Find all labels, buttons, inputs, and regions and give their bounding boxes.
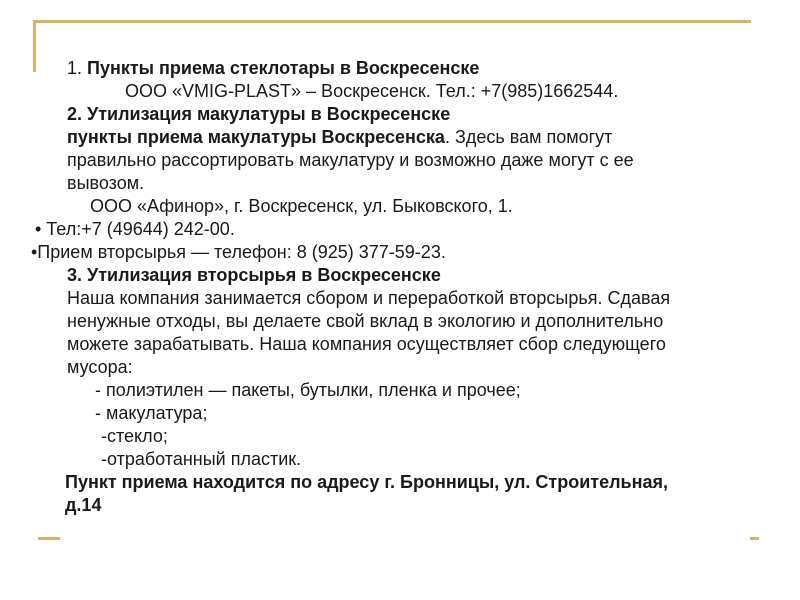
text-line [31,172,791,195]
text-line [31,379,791,402]
bottom-left-accent-dash [38,537,60,540]
text-line [31,218,791,241]
text-segment: Наша компания занимается сбором и переработкой вторсырья. Сдавая [67,288,671,308]
text-line [31,310,791,333]
text-segment: - макулатура; [95,403,208,423]
text-segment: вывозом. [67,173,145,193]
text-line [31,448,791,471]
text-segment: 3. Утилизация вторсырья в Воскресенске [67,265,441,285]
text-line [31,287,791,310]
text-line [31,241,791,264]
bottom-right-accent-dash [750,537,759,540]
text-segment: Пункты приема стеклотары в Воскресенске [87,58,480,78]
slide-text-block [31,57,791,517]
text-segment: можете зарабатывать. Наша компания осуществляет сбор следующего [67,334,666,354]
text-segment: мусора: [67,357,133,377]
text-line [31,195,791,218]
text-line [31,80,791,103]
text-segment: -отработанный пластик. [101,449,302,469]
text-segment: 1. [67,58,88,78]
text-segment: правильно рассортировать макулатуру и возможно даже могут с ее [67,150,634,170]
text-segment: Пункт приема находится по адресу г. Бронницы, ул. Строительная, [65,472,668,492]
text-segment: • Тел:+7 (49644) 242-00. [35,219,235,239]
text-segment: •Прием вторсырья — телефон: 8 (925) 377-59-23. [31,242,446,262]
text-line [31,103,791,126]
text-segment: ненужные отходы, вы делаете свой вклад в экологию и дополнительно [67,311,664,331]
text-line [31,356,791,379]
text-line [31,264,791,287]
text-line [31,126,791,149]
text-segment: . Здесь вам помогут [444,127,613,147]
text-line [31,402,791,425]
text-line [31,333,791,356]
text-line [31,471,791,494]
text-segment: д.14 [65,495,102,515]
text-line [31,149,791,172]
text-segment: 2. Утилизация макулатуры в Воскресенске [67,104,451,124]
text-line [31,494,791,517]
text-segment: -стекло; [101,426,168,446]
text-segment: ООО «VMIG-PLAST» – Воскресенск. Тел.: +7(985)1662544. [125,81,619,101]
text-line [31,425,791,448]
text-segment: ООО «Афинор», г. Воскресенск, ул. Быковского, 1. [90,196,513,216]
text-line [31,57,791,80]
text-segment: - полиэтилен — пакеты, бутылки, пленка и прочее; [95,380,521,400]
text-segment: пункты приема макулатуры Воскресенска [67,127,445,147]
